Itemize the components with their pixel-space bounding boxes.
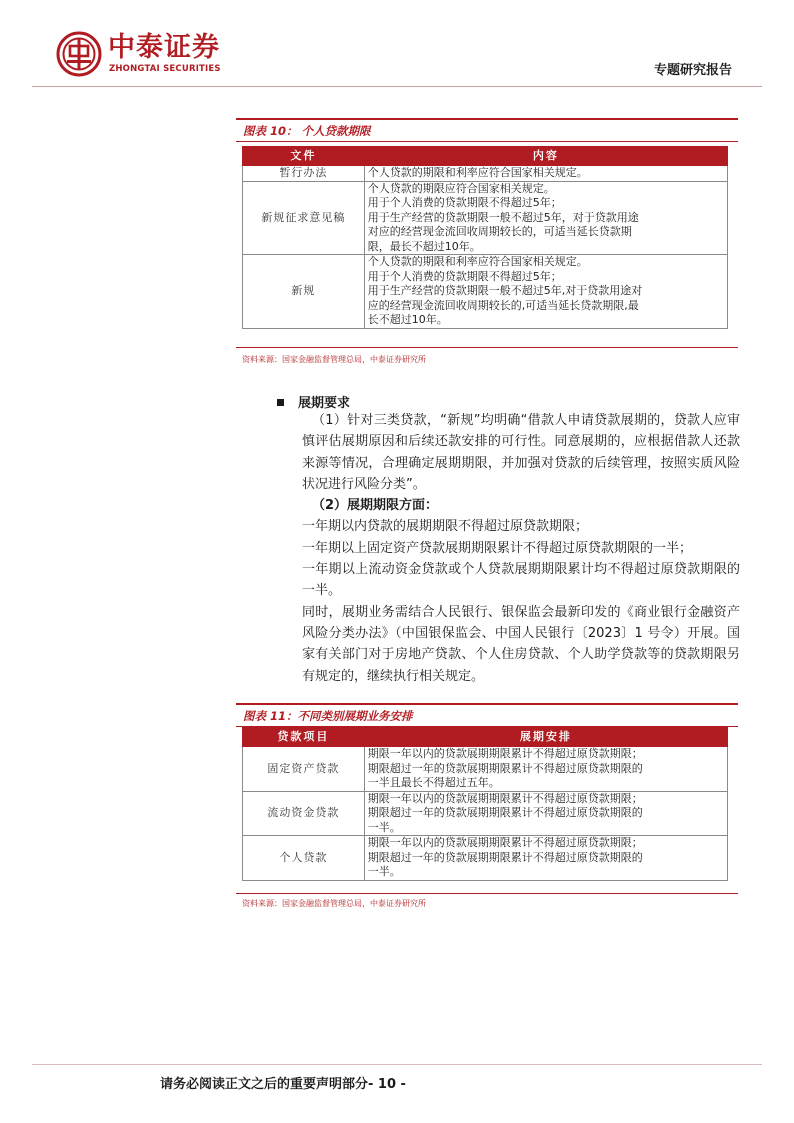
table-header-row xyxy=(243,728,728,747)
table-row xyxy=(243,181,728,255)
content-line: 期限一年以内的贷款展期期限累计不得超过原贷款期限； xyxy=(367,791,643,805)
paragraph-1: （1）针对三类贷款，“新规”均明确“借款人申请贷款展期的，贷款人应审慎评估展期原因和后续还款安排的可行性。同意展期的，应根据借款人还款来源等情况，合理确定展期期限，并加强对贷款的后续管理，按照实质风险状况进行风险分类”。 xyxy=(302,413,740,492)
header-divider xyxy=(32,86,762,87)
content-line: 一半。 xyxy=(367,820,401,834)
figure-10-title: 图表 10： 个人贷款期限 xyxy=(243,124,371,138)
section-heading-text: 展期要求 xyxy=(298,396,351,411)
content-line: 一半且最长不得超过五年。 xyxy=(367,776,500,789)
content-line: 期限一年以内的贷款展期期限累计不得超过原贷款期限； xyxy=(367,836,643,849)
row-extension xyxy=(364,791,727,836)
page-number: - 10 - xyxy=(368,1077,406,1092)
row-document: 暂行办法 xyxy=(243,166,365,182)
zhongtai-logo-icon xyxy=(56,31,102,77)
content-line: 用于生产经营的贷款期限一般不超过5年，对于贷款用途 xyxy=(367,210,639,224)
content-line: 一半。 xyxy=(367,865,401,878)
content-line: 对应的经营现金流回收周期较长的，可适当延长贷款期 xyxy=(367,225,632,238)
sub-heading: （2）展期期限方面： xyxy=(312,498,439,514)
logo-english-name: ZHONGTAI SECURITIES xyxy=(109,64,221,74)
row-content xyxy=(364,255,727,329)
content-line: 限，最长不超过10年。 xyxy=(367,239,481,253)
rule-line-1: 一年期以内贷款的展期期限不得超过原贷款期限； xyxy=(302,519,589,535)
paragraph-last: 同时，展期业务需结合人民银行、银保监会最新印发的《商业银行金融资产风险分类办法》（中国银保监会、中国人民银行〔2023〕1 号令）开展。国家有关部门对于房地产贷款、个人住房贷款、个人助学贷款等的贷款期限另有规定的，继续执行相关规定。 xyxy=(302,604,740,684)
content-line: 个人贷款的期限和利率应符合国家相关规定。 xyxy=(367,166,588,179)
section-heading xyxy=(277,392,350,411)
row-document: 新规征求意见稿 xyxy=(243,181,365,255)
figure-10-source: 资料来源：国家金融监督管理总局，中泰证券研究所 xyxy=(242,355,426,364)
figure-11-title-bar xyxy=(236,703,738,727)
table-row xyxy=(243,166,728,182)
table-row xyxy=(243,836,728,881)
row-content xyxy=(364,166,727,182)
table-row xyxy=(243,747,728,792)
figure-11-bottom-rule xyxy=(236,893,738,894)
row-document: 新规 xyxy=(243,255,365,329)
column-header-extension: 展期安排 xyxy=(364,728,727,747)
company-logo xyxy=(56,31,246,77)
content-line: 期限超过一年的贷款展期期限累计不得超过原贷款期限的 xyxy=(367,806,643,819)
table-row xyxy=(243,255,728,329)
footer-text: 请务必阅读正文之后的重要声明部分 xyxy=(160,1077,369,1092)
content-line: 长不超过10年。 xyxy=(367,313,448,326)
row-loan-type: 固定资产贷款 xyxy=(243,747,365,792)
content-line: 个人贷款的期限应符合国家相关规定。 xyxy=(367,181,555,195)
section-body xyxy=(302,410,740,687)
content-line: 用于个人消费的贷款期限不得超过5年； xyxy=(367,196,562,209)
figure-11-source: 资料来源：国家金融监督管理总局，中泰证券研究所 xyxy=(242,899,426,908)
footer-divider xyxy=(32,1064,762,1065)
figure-10-table xyxy=(242,146,728,329)
content-line: 期限超过一年的贷款展期期限累计不得超过原贷款期限的 xyxy=(367,850,643,864)
report-type: 专题研究报告 xyxy=(653,63,732,78)
content-line: 用于个人消费的贷款期限不得超过5年； xyxy=(367,269,562,283)
content-line: 个人贷款的期限和利率应符合国家相关规定。 xyxy=(367,255,588,268)
content-line: 期限超过一年的贷款展期期限累计不得超过原贷款期限的 xyxy=(367,761,643,775)
table-row xyxy=(243,791,728,836)
row-loan-type: 个人贷款 xyxy=(243,836,365,881)
content-line: 用于生产经营的贷款期限一般不超过5年,对于贷款用途对 xyxy=(367,284,643,297)
row-extension xyxy=(364,747,727,792)
row-content xyxy=(364,181,727,255)
row-loan-type: 流动资金贷款 xyxy=(243,791,365,836)
content-line: 期限一年以内的贷款展期期限累计不得超过原贷款期限； xyxy=(367,747,643,760)
figure-11-title: 图表 11：不同类别展期业务安排 xyxy=(243,709,413,723)
figure-10-title-bar xyxy=(236,118,738,142)
column-header-document: 文件 xyxy=(243,147,365,166)
footer-disclaimer xyxy=(160,1073,406,1092)
row-extension xyxy=(364,836,727,881)
figure-10-bottom-rule xyxy=(236,347,738,348)
content-line: 应的经营现金流回收周期较长的,可适当延长贷款期限,最 xyxy=(367,298,639,312)
rule-line-2: 一年期以上固定资产贷款展期期限累计不得超过原贷款期限的一半； xyxy=(302,540,693,556)
square-bullet-icon xyxy=(277,399,284,406)
table-header-row xyxy=(243,147,728,166)
rule-line-3: 一年期以上流动资金贷款或个人贷款展期期限累计均不得超过原贷款期限的一半。 xyxy=(302,562,740,599)
column-header-content: 内容 xyxy=(364,147,727,166)
column-header-loan-type: 贷款项目 xyxy=(243,728,365,747)
logo-chinese-name: 中泰证券 xyxy=(108,32,220,63)
figure-11-table xyxy=(242,727,728,881)
